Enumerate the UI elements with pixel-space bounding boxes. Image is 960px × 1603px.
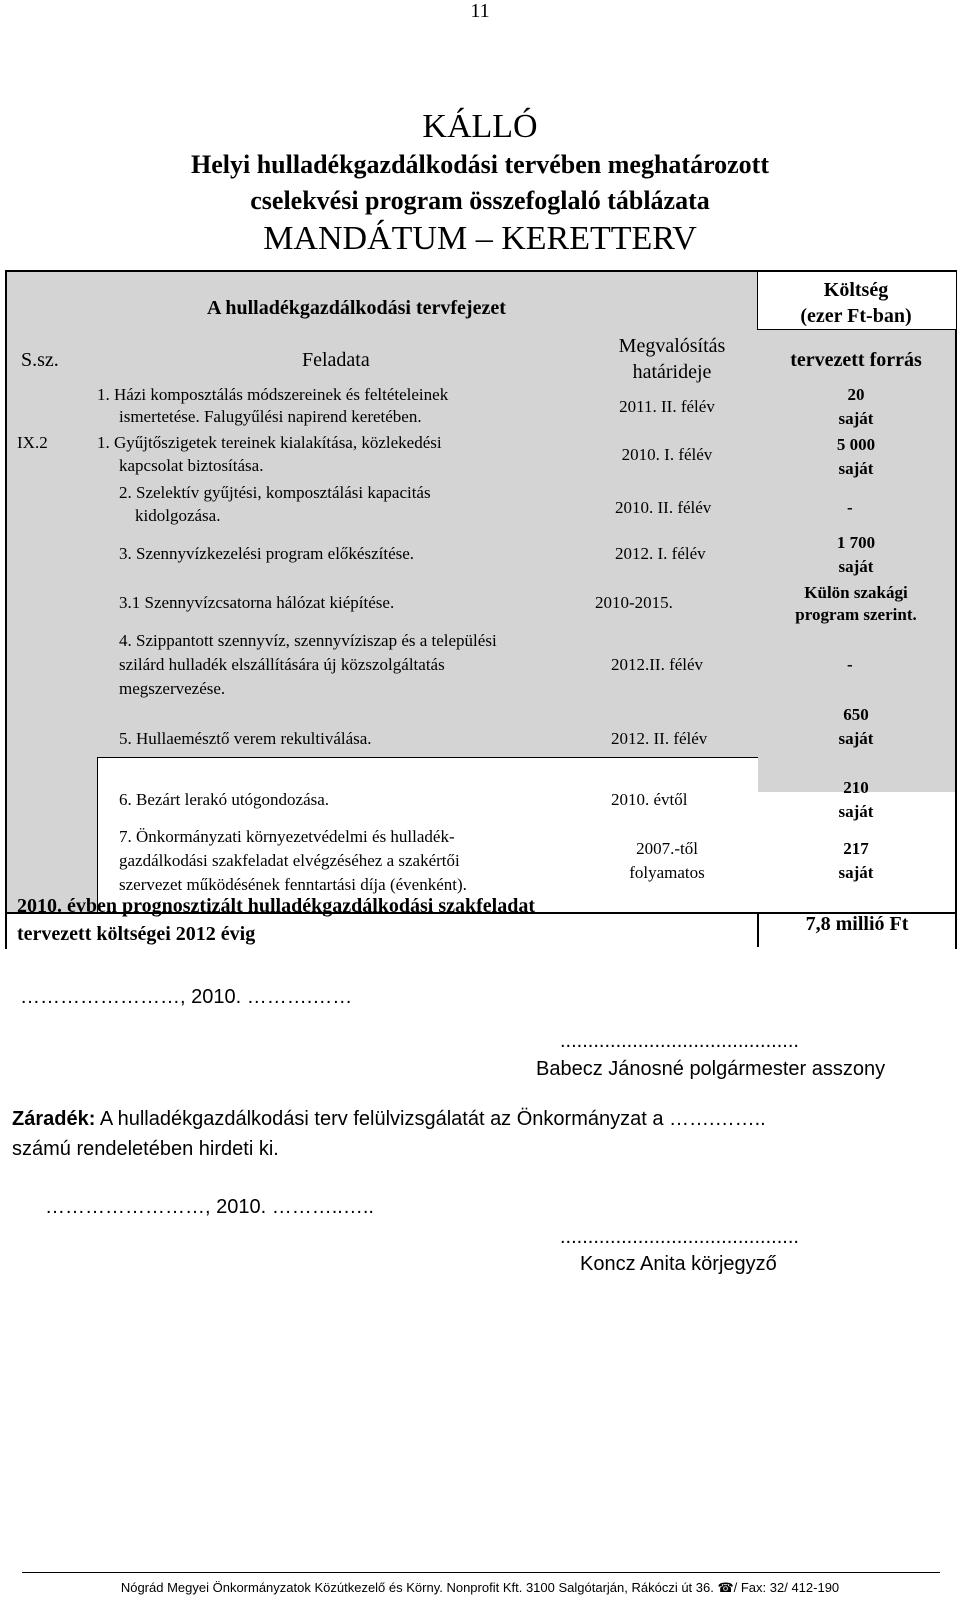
table-row-task: 3. Szennyvízkezelési program előkészítése. xyxy=(119,544,415,563)
page-number: 11 xyxy=(470,0,490,22)
table-row-task: megszervezése. xyxy=(119,679,226,698)
section-header: A hulladékgazdálkodási tervfejezet xyxy=(207,297,506,319)
table-row-cost-source: saját xyxy=(838,729,874,748)
table-row-cost: 5 000 xyxy=(836,435,876,454)
row-label: IX.2 xyxy=(17,433,48,452)
table-row-task: 1. Házi komposztálás módszereinek és feltételeinek xyxy=(97,385,449,404)
table-row-deadline: 2007.-től xyxy=(636,839,698,858)
signature-2-dots: ........................................... xyxy=(560,1226,799,1248)
table-row-task: 3.1 Szennyvízcsatorna hálózat kiépítése. xyxy=(119,593,395,612)
table-row-task: szervezet működésének fenntartási díja (évenként). xyxy=(119,875,467,894)
column-header-feladat: Feladata xyxy=(302,349,370,371)
table-row-task: ismertetése. Falugyűlési napirend keretében. xyxy=(119,407,422,426)
table-row-deadline: 2010. évtől xyxy=(611,790,688,809)
document-subtitle-line-2: cselekvési program összefoglaló táblázata xyxy=(250,186,710,215)
table-row-deadline: 2010. I. félév xyxy=(621,445,713,464)
total-label-line-1: 2010. évben prognosztizált hulladékgazdálkodási szakfeladat xyxy=(17,895,536,917)
table-row-deadline: 2012. I. félév xyxy=(615,544,706,563)
table-row-cost: 20 xyxy=(847,385,865,404)
table-row-deadline: folyamatos xyxy=(629,863,705,882)
table-row-cost: 217 xyxy=(843,839,869,858)
action-program-table xyxy=(5,270,957,949)
footer-address: Nógrád Megyei Önkormányzatok Közútkezelő és Körny. Nonprofit Kft. 3100 Salgótarján, Rákóczi út 36. ☎/ Fax: 32/ 412-190 xyxy=(120,1580,840,1595)
table-row-cost-source: saját xyxy=(838,409,874,428)
table-row-cost-source: saját xyxy=(838,802,874,821)
total-value: 7,8 millió Ft xyxy=(805,913,909,935)
table-row-task: 6. Bezárt lerakó utógondozása. xyxy=(119,790,330,809)
table-row-deadline: 2012. II. félév xyxy=(611,729,708,748)
table-row-deadline: 2010-2015. xyxy=(595,593,673,612)
clause-text: A hulladékgazdálkodási terv felülvizsgálatát az Önkormányzat a …….…….. xyxy=(95,1108,766,1130)
clause-line-1 xyxy=(12,1108,766,1131)
table-row-cost: 650 xyxy=(843,705,869,724)
clause-line-2: számú rendeletében hirdeti ki. xyxy=(12,1138,279,1160)
table-row-cost-source: saját xyxy=(838,459,874,478)
table-row-task: 5. Hullaemésztő verem rekultiválása. xyxy=(119,729,372,748)
document-subtitle-line-1: Helyi hulladékgazdálkodási tervében meghatározott xyxy=(190,150,769,179)
document-subtitle-line-3: MANDÁTUM – KERETTERV xyxy=(263,220,697,257)
signature-1-name: Babecz Jánosné polgármester asszony xyxy=(536,1058,886,1080)
table-row-cost: 1 700 xyxy=(836,533,876,552)
table-row-deadline: 2011. II. félév xyxy=(619,397,715,416)
table-row-cost-source: saját xyxy=(838,557,874,576)
signature-1-dots: ........................................... xyxy=(560,1030,799,1052)
footer-divider xyxy=(22,1572,940,1573)
signature-2-place-date: ……………………, 2010. ………..….. xyxy=(45,1196,374,1218)
column-header-ssz: S.sz. xyxy=(21,349,59,371)
table-row-cost-source: program szerint. xyxy=(795,605,917,624)
table-row-task: kapcsolat biztosítása. xyxy=(119,456,264,475)
document-title: KÁLLÓ xyxy=(422,108,538,145)
table-row-task: kidolgozása. xyxy=(135,506,221,525)
table-row-deadline: 2010. II. félév xyxy=(615,498,712,517)
signature-1-place-date: ……………………, 2010. ……….…… xyxy=(20,986,353,1008)
table-row-task: 1. Gyűjtőszigetek tereinek kialakítása, közlekedési xyxy=(97,433,442,452)
table-row-cost: - xyxy=(847,498,853,517)
signature-2-name: Koncz Anita körjegyző xyxy=(580,1253,777,1275)
table-row-task: 4. Szippantott szennyvíz, szennyvíziszap és a települési xyxy=(119,631,497,650)
column-header-deadline-2: határideje xyxy=(632,361,712,383)
table-row-task: gazdálkodási szakfeladat elvégzéséhez a szakértői xyxy=(119,851,460,870)
table-row-cost: 210 xyxy=(843,778,869,797)
table-row-deadline: 2012.II. félév xyxy=(611,655,704,674)
column-header-deadline-1: Megvalósítás xyxy=(618,335,726,357)
table-row-cost-source: saját xyxy=(838,863,874,882)
table-row-cost: - xyxy=(847,655,853,674)
column-header-cost-1: Költség xyxy=(823,279,889,301)
table-row-task: 7. Önkormányzati környezetvédelmi és hulladék- xyxy=(119,827,455,846)
table-row-task: 2. Szelektív gyűjtési, komposztálási kapacitás xyxy=(119,483,431,502)
column-header-cost-2: (ezer Ft-ban) xyxy=(800,305,912,327)
total-label-line-2: tervezett költségei 2012 évig xyxy=(17,923,256,945)
table-row-cost: Külön szakági xyxy=(804,583,908,602)
clause-label: Záradék: xyxy=(12,1108,96,1130)
table-row-task: szilárd hulladék elszállítására új közszolgáltatás xyxy=(119,655,445,674)
column-header-source: tervezett forrás xyxy=(790,349,922,371)
